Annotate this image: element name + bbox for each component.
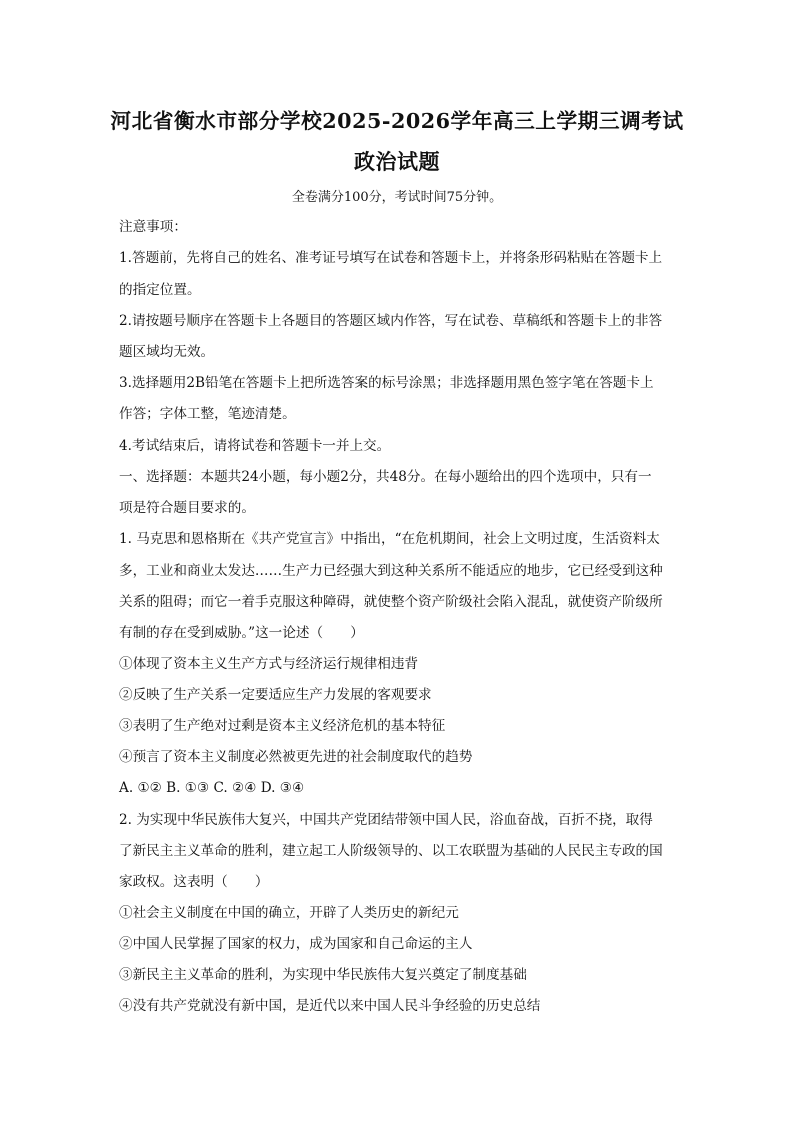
section-heading: 项是符合题目要求的。 <box>119 500 255 516</box>
question-1-text: 关系的阻碍；而它一着手克服这种障碍，就使整个资产阶级社会陷入混乱，就使资产阶级所 <box>119 594 663 610</box>
question-1-answers: A. ①② B. ①③ C. ②④ D. ③④ <box>119 780 305 796</box>
question-1-option: ①体现了资本主义生产方式与经济运行规律相违背 <box>119 656 419 672</box>
notice-line: 2.请按题号顺序在答题卡上各题目的答题区域内作答，写在试卷、草稿纸和答题卡上的非答 <box>119 313 663 329</box>
exam-subject-title: 政治试题 <box>354 149 440 174</box>
question-2-text: 了新民主主义革命的胜利，建立起工人阶级领导的、以工农联盟为基础的人民民主专政的国 <box>119 843 663 859</box>
question-2-option: ①社会主义制度在中国的确立，开辟了人类历史的新纪元 <box>119 905 459 921</box>
question-1-text: 1. 马克思和恩格斯在《共产党宣言》中指出，“在危机期间，社会上文明过度，生活资料太 <box>119 531 660 547</box>
exam-title: 河北省衡水市部分学校2025-2026学年高三上学期三调考试 <box>110 109 684 133</box>
section-heading: 一、选择题：本题共24小题，每小题2分，共48分。在每小题给出的四个选项中，只有一 <box>119 469 652 485</box>
notice-line: 4.考试结束后，请将试卷和答题卡一并上交。 <box>119 438 391 454</box>
question-1-option: ②反映了生产关系一定要适应生产力发展的客观要求 <box>119 687 432 703</box>
notice-line: 作答；字体工整，笔迹清楚。 <box>119 406 296 422</box>
question-1-text: 多，工业和商业太发达……生产力已经强大到这种关系所不能适应的地步，它已经受到这种 <box>119 563 663 579</box>
question-1-option: ④预言了资本主义制度必然被更先进的社会制度取代的趋势 <box>119 749 473 765</box>
question-2-option: ③新民主主义革命的胜利，为实现中华民族伟大复兴奠定了制度基础 <box>119 967 527 983</box>
notice-line: 1.答题前，先将自己的姓名、准考证号填写在试卷和答题卡上，并将条形码粘贴在答题卡上 <box>119 250 663 266</box>
notice-line: 题区域均无效。 <box>119 344 215 360</box>
question-1-text: 有制的存在受到威胁。”这一论述（ ） <box>119 625 364 641</box>
exam-info: 全卷满分100分，考试时间75分钟。 <box>291 190 503 205</box>
notice-heading: 注意事项： <box>119 219 187 235</box>
notice-line: 3.选择题用2B铅笔在答题卡上把所选答案的标号涂黑；非选择题用黑色签字笔在答题卡上 <box>119 375 654 391</box>
question-1-option: ③表明了生产绝对过剩是资本主义经济危机的基本特征 <box>119 718 446 734</box>
notice-line: 的指定位置。 <box>119 282 201 298</box>
question-2-option: ②中国人民掌握了国家的权力，成为国家和自己命运的主人 <box>119 936 473 952</box>
question-2-text: 家政权。这表明（ ） <box>119 874 269 890</box>
question-2-text: 2. 为实现中华民族伟大复兴，中国共产党团结带领中国人民，浴血奋战，百折不挠，取得 <box>119 812 653 828</box>
question-2-option: ④没有共产党就没有新中国，是近代以来中国人民斗争经验的历史总结 <box>119 998 541 1014</box>
